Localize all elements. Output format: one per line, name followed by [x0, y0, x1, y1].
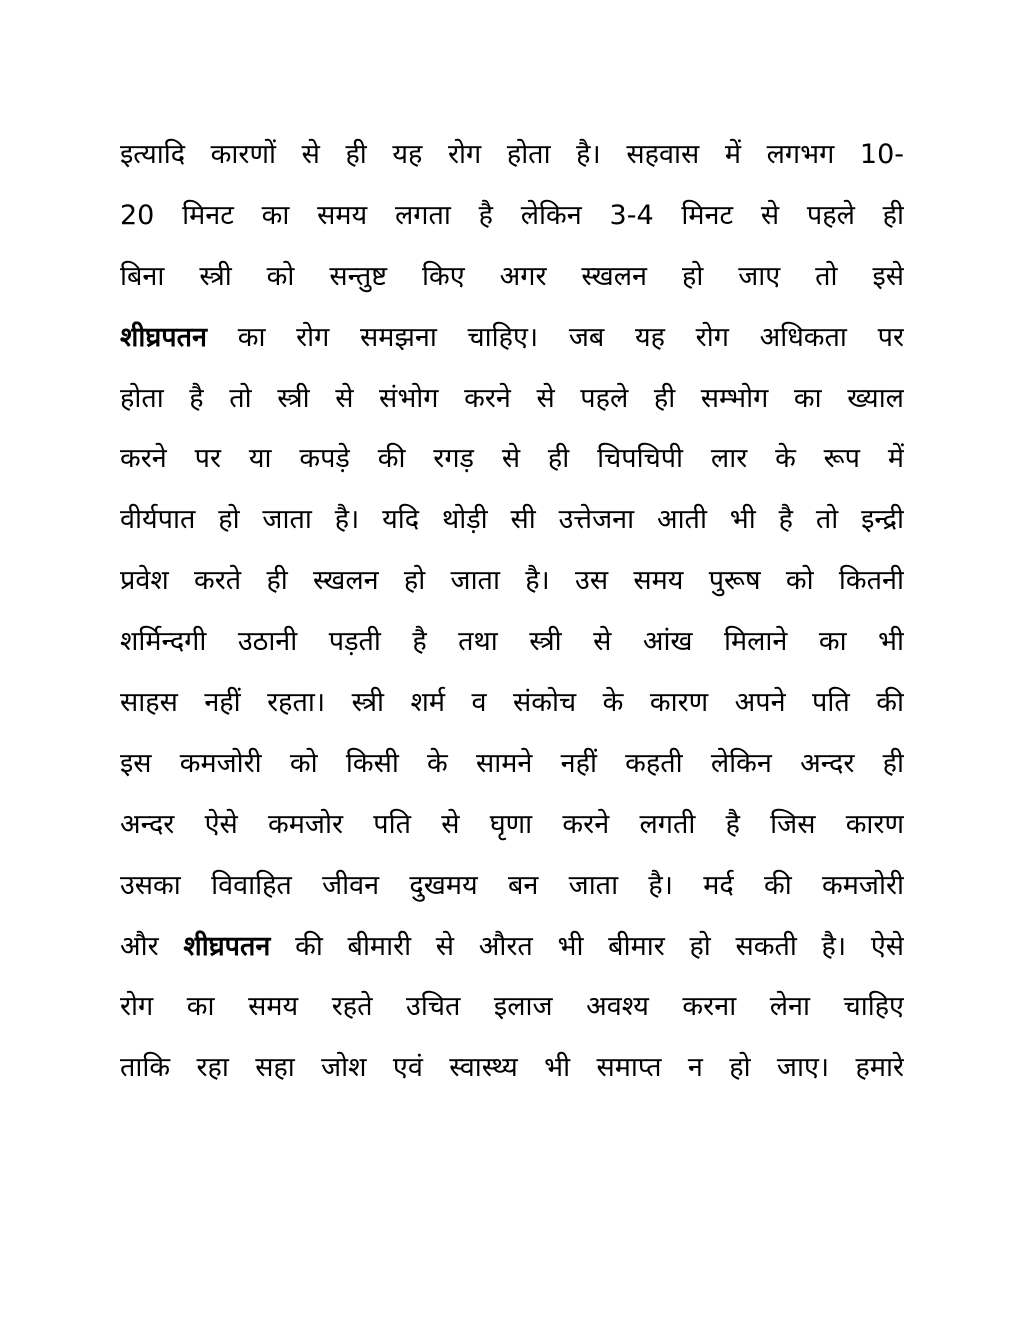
- text-segment: 20 मिनट का समय लगता है लेकिन 3-4 मिनट से पहले ही: [120, 199, 904, 231]
- text-segment: का रोग समझना चाहिए। जब यह रोग अधिकता पर: [207, 321, 904, 353]
- text-line: [120, 1038, 904, 1099]
- text-line: [120, 551, 904, 612]
- text-segment: की बीमारी से औरत भी बीमार हो सकती है। ऐसे: [270, 930, 904, 962]
- text-segment: रोग का समय रहते उचित इलाज अवश्य करना लेना चाहिए: [120, 991, 904, 1023]
- text-line: [120, 247, 904, 308]
- text-segment: शर्मिन्दगी उठानी पड़ती है तथा स्त्री से आंख मिलाने का भी: [120, 626, 904, 658]
- body-paragraph: [120, 125, 904, 1099]
- bold-term: शीघ्रपतन: [183, 930, 271, 962]
- text-segment: वीर्यपात हो जाता है। यदि थोड़ी सी उत्तेजना आती भी है तो इन्द्री: [120, 504, 904, 536]
- text-segment: इस कमजोरी को किसी के सामने नहीं कहती लेकिन अन्दर ही: [120, 747, 904, 779]
- text-line: [120, 369, 904, 430]
- text-line: [120, 186, 904, 247]
- text-line: [120, 673, 904, 734]
- text-segment: होता है तो स्त्री से संभोग करने से पहले ही सम्भोग का ख्याल: [120, 382, 904, 414]
- text-line: [120, 125, 904, 186]
- text-line: [120, 734, 904, 795]
- text-line: [120, 977, 904, 1038]
- text-line: [120, 612, 904, 673]
- text-segment: बिना स्त्री को सन्तुष्ट किए अगर स्खलन हो जाए तो इसे: [120, 260, 904, 292]
- text-line: [120, 856, 904, 917]
- text-segment: अन्दर ऐसे कमजोर पति से घृणा करने लगती है जिस कारण: [120, 808, 904, 840]
- text-segment: साहस नहीं रहता। स्त्री शर्म व संकोच के कारण अपने पति की: [120, 687, 904, 719]
- text-segment: और: [120, 930, 184, 962]
- text-line: [120, 429, 904, 490]
- text-segment: करने पर या कपड़े की रगड़ से ही चिपचिपी लार के रूप में: [120, 443, 904, 475]
- text-line: [120, 795, 904, 856]
- text-line: [120, 308, 904, 369]
- text-segment: इत्यादि कारणों से ही यह रोग होता है। सहवास में लगभग 10-: [120, 139, 904, 170]
- text-segment: ताकि रहा सहा जोश एवं स्वास्थ्य भी समाप्त न हो जाए। हमारे: [120, 1052, 904, 1084]
- bold-term: शीघ्रपतन: [120, 321, 208, 353]
- text-line: [120, 490, 904, 551]
- text-segment: उसका विवाहित जीवन दुखमय बन जाता है। मर्द की कमजोरी: [120, 869, 904, 901]
- text-segment: प्रवेश करते ही स्खलन हो जाता है। उस समय पुरूष को कितनी: [120, 565, 904, 597]
- text-line: [120, 917, 904, 978]
